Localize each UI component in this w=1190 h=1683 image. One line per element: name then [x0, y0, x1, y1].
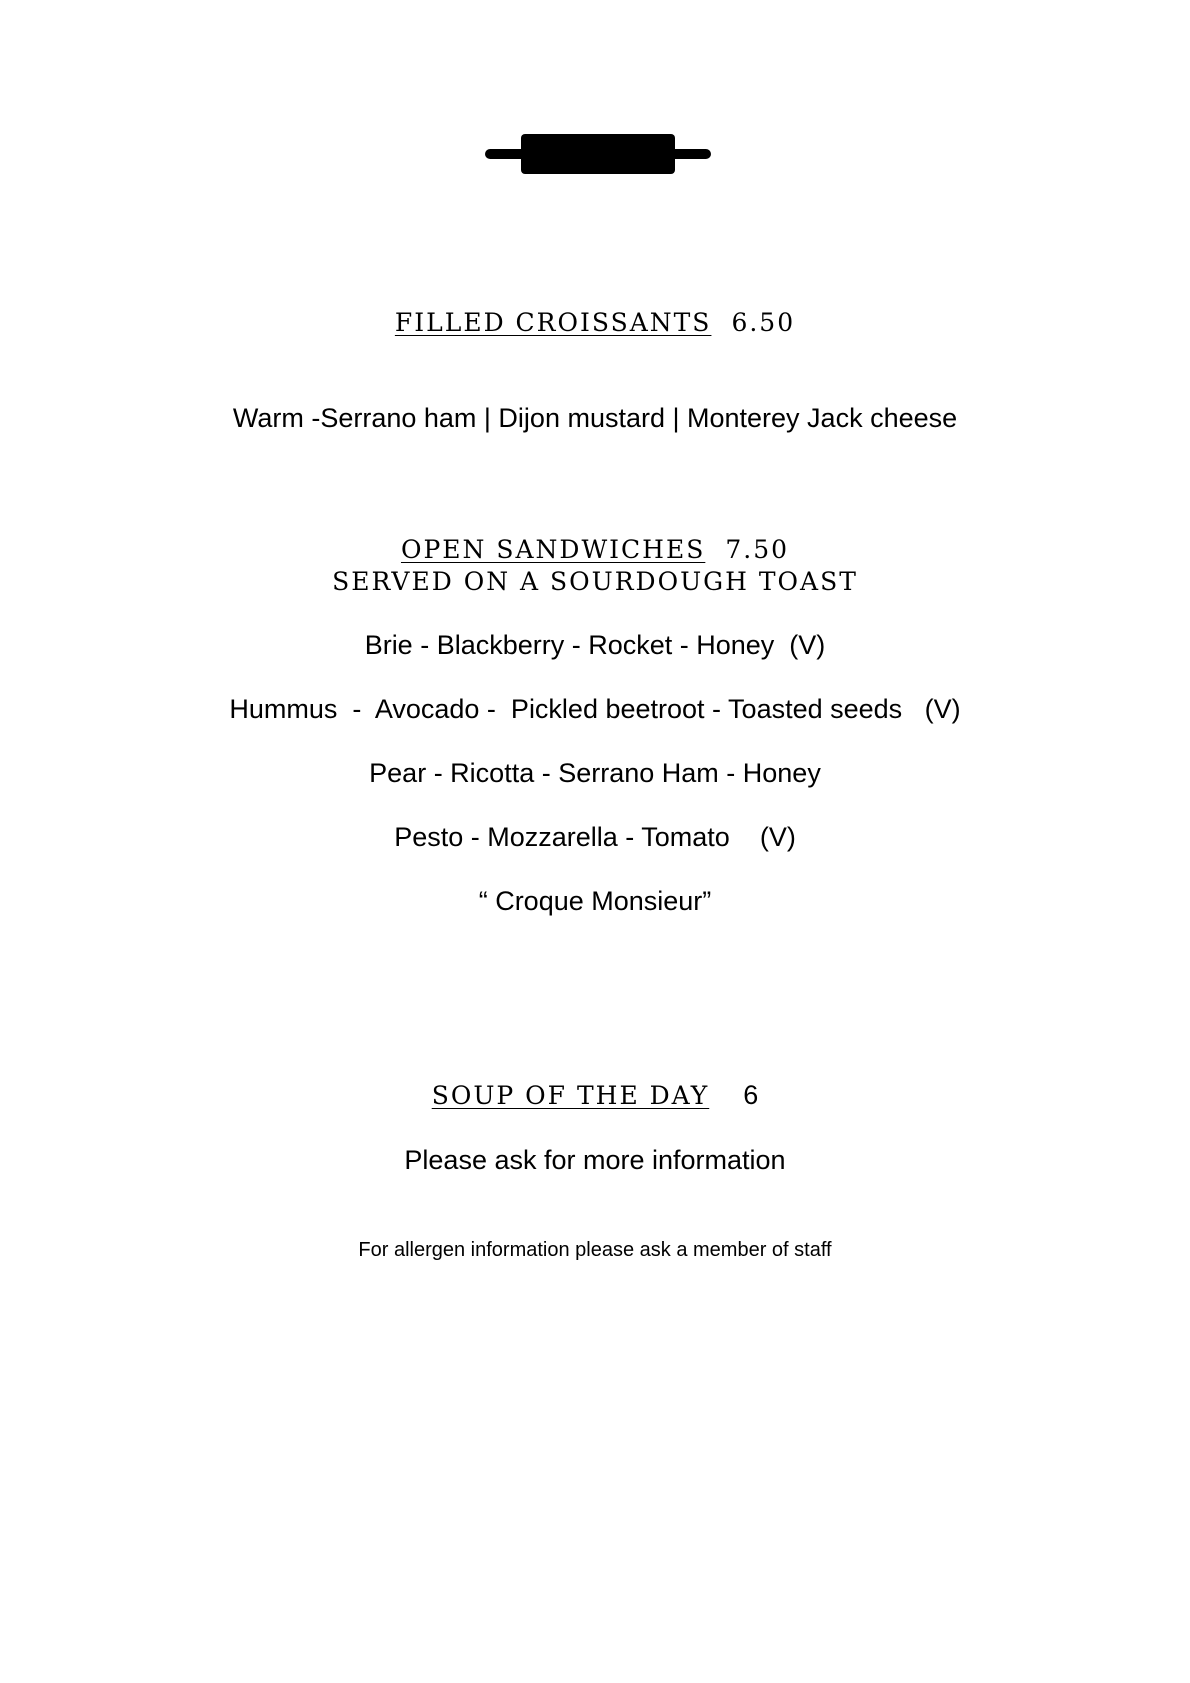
soup-price: 6: [743, 1080, 759, 1110]
sandwiches-heading: [0, 535, 1190, 564]
sandwiches-price: 7.50: [725, 535, 790, 564]
soup-item: Please ask for more information: [404, 1145, 786, 1175]
soup-title: SOUP OF THE DAY: [431, 1081, 710, 1110]
sandwich-item: Pesto - Mozzarella - Tomato (V): [394, 822, 796, 852]
croissants-price: 6.50: [731, 308, 796, 337]
croissant-item: Warm -Serrano ham | Dijon mustard | Monterey Jack cheese: [232, 403, 958, 433]
sandwich-item: “ Croque Monsieur”: [478, 886, 712, 916]
croissants-heading: [0, 308, 1190, 337]
croissants-title: FILLED CROISSANTS: [394, 308, 712, 337]
sandwiches-title: OPEN SANDWICHES: [400, 535, 706, 564]
soup-heading: [0, 1080, 1190, 1111]
sandwiches-subtitle: SERVED ON A SOURDOUGH TOAST: [332, 567, 858, 596]
allergen-note: For allergen information please ask a member of staff: [358, 1239, 832, 1261]
sandwich-item: Hummus - Avocado - Pickled beetroot - Toasted seeds (V): [229, 694, 961, 724]
sandwich-item: Pear - Ricotta - Serrano Ham - Honey: [369, 758, 821, 788]
rolling-pin-icon: [485, 134, 711, 174]
sandwich-item: Brie - Blackberry - Rocket - Honey (V): [364, 630, 826, 660]
